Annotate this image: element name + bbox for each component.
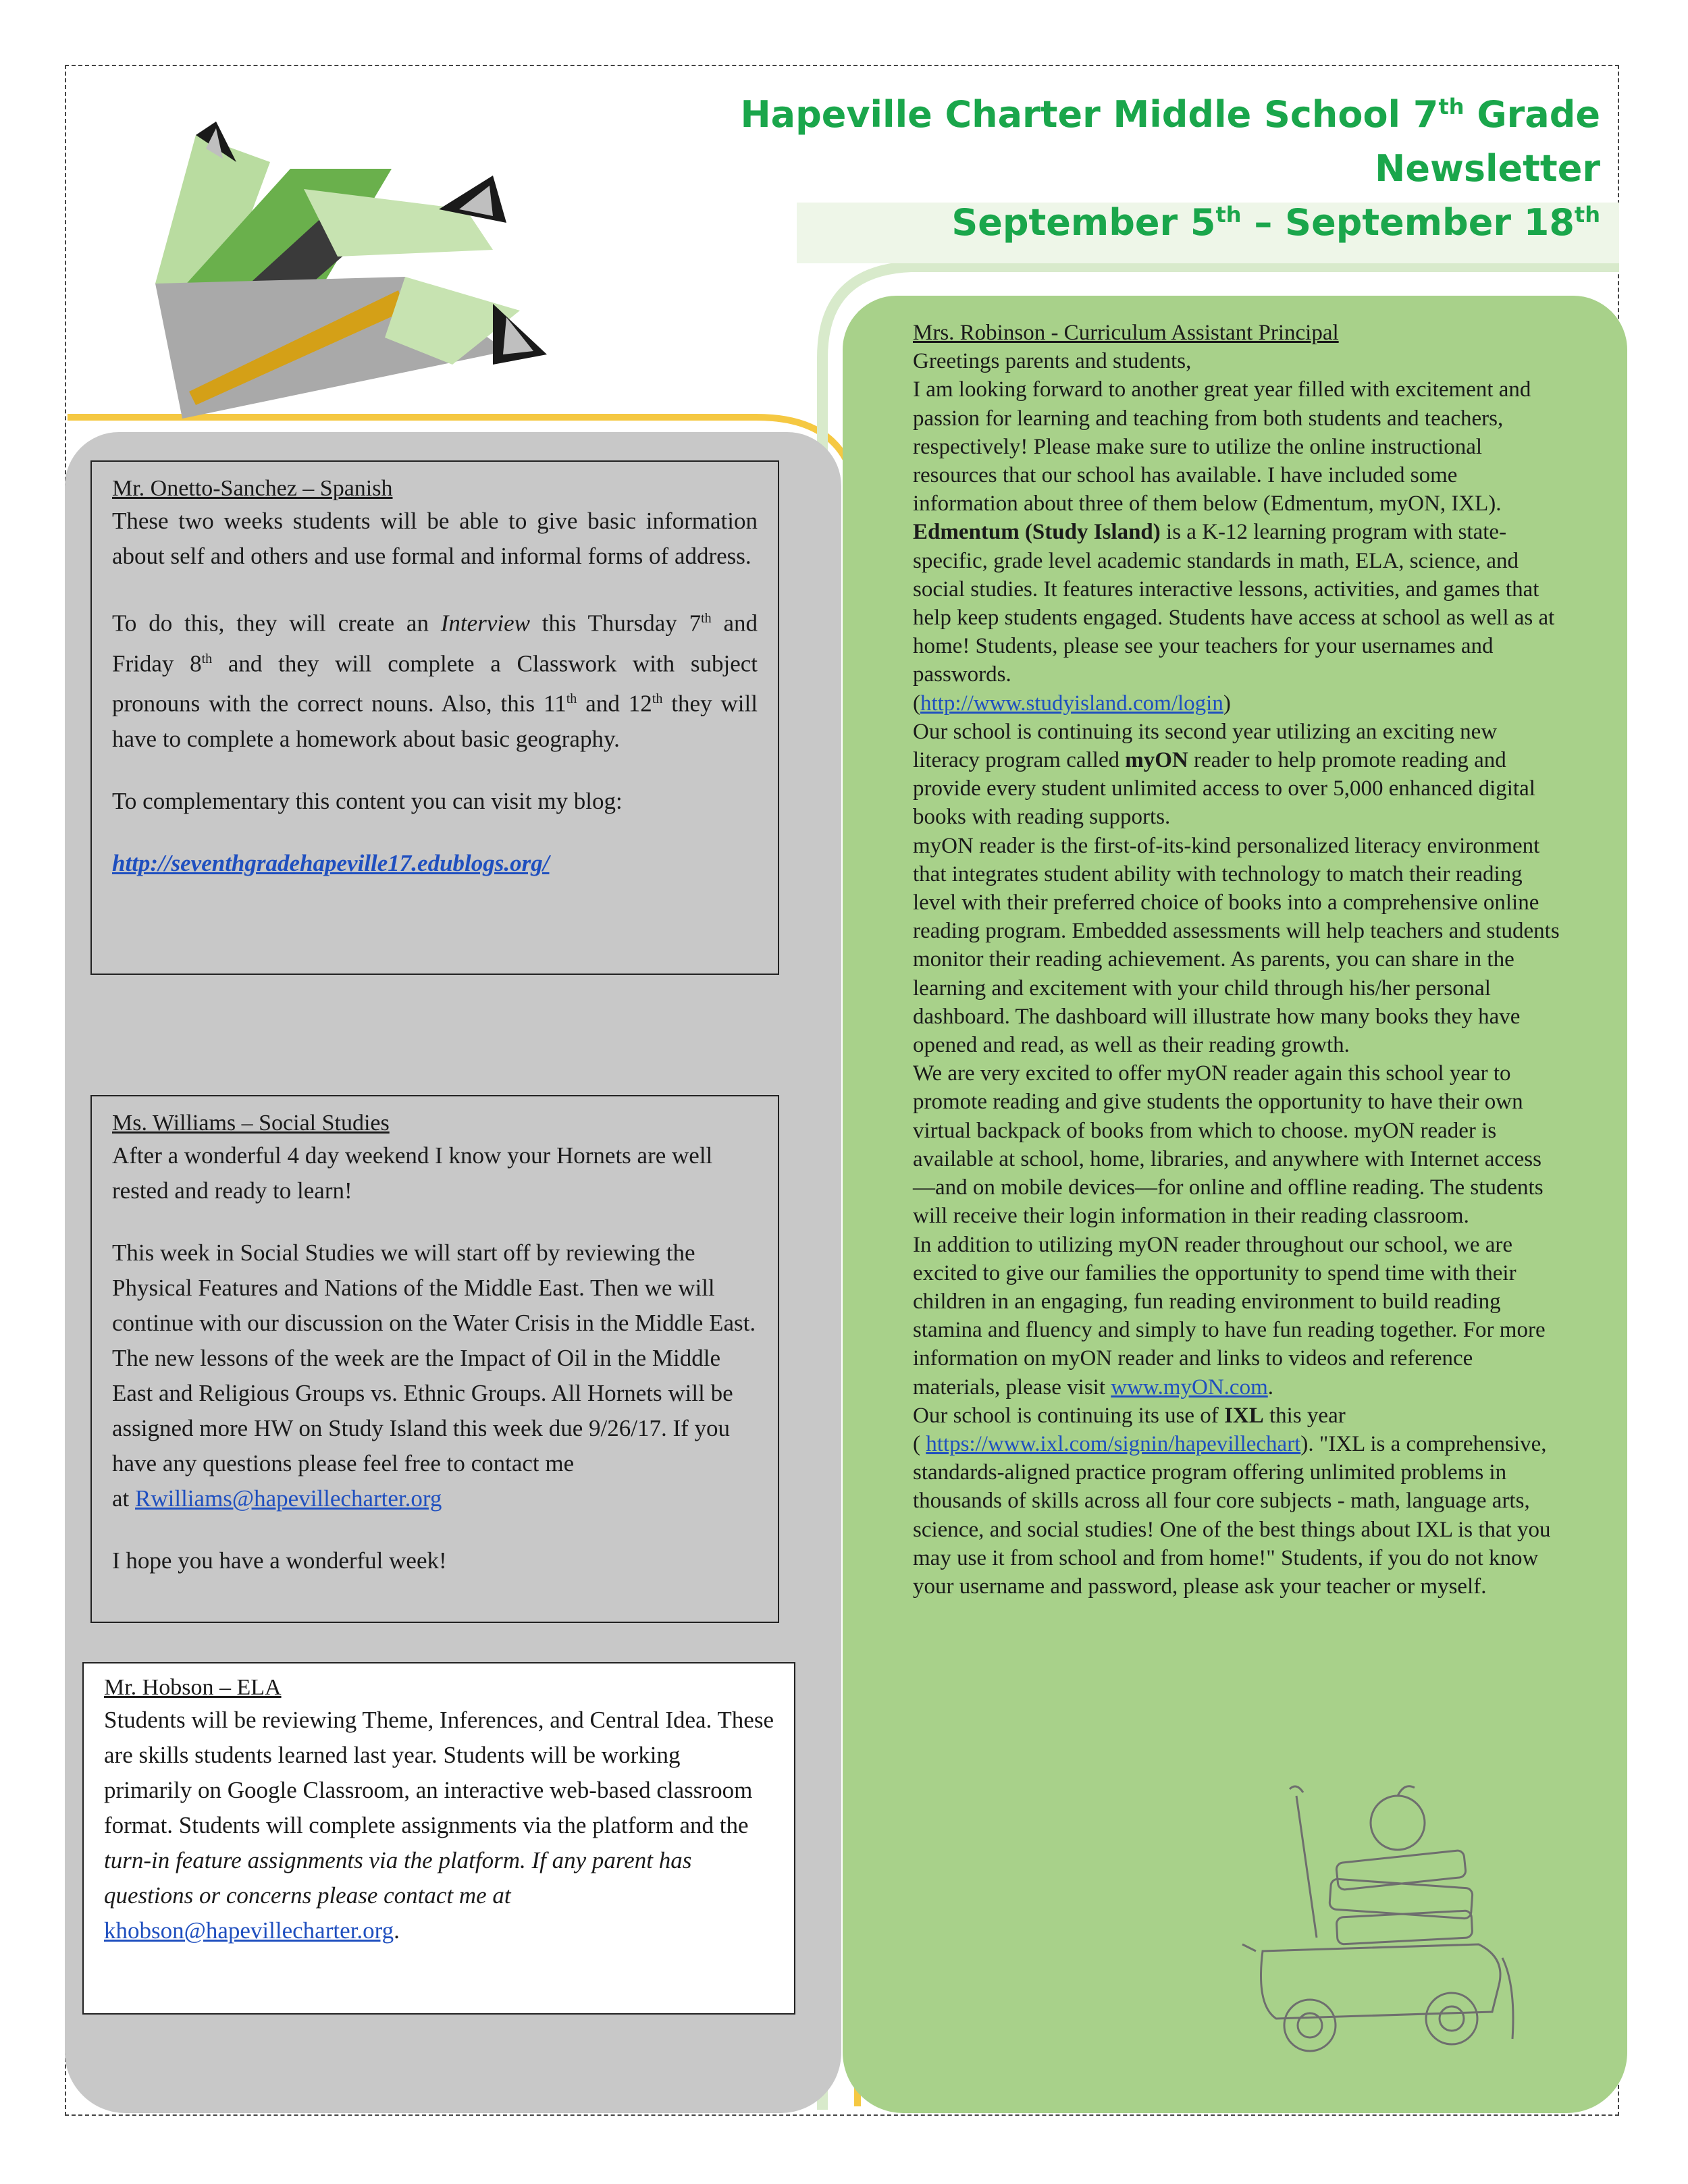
ela-section [82, 1662, 795, 2015]
social-paragraph-3: I hope you have a wonderful week! [112, 1547, 447, 1574]
ixl-paragraph: Our school is continuing its use of IXL this year ( https://www.ixl.com/signin/hapevillechart). "IXL is a comprehensive, standards-aligned practice program offering unlimited problems in thousands of skills across all four core subjects - math, language arts, science, and social studies! One of the best things about IXL is that you may use it from school and from home!" Students, if you do not know your username and password, please ask your teacher or myself. [913, 1403, 1551, 1599]
spanish-heading: Mr. Onetto-Sanchez – Spanish [112, 476, 393, 501]
spanish-paragraph-3: To complementary this content you can visit my blog: [112, 787, 623, 814]
studyisland-link[interactable]: http://www.studyisland.com/login [920, 691, 1223, 716]
ela-paragraph: Students will be reviewing Theme, Inferences, and Central Idea. These are skills students learned last year. Students will be working primarily on Google Classroom, an interactive web-based classroom format. Students will complete assignments via the platform and the turn-in feature assignments via the platform. If any parent has questions or concerns please contact me at khobson@hapevillecharter.org. [104, 1707, 774, 1944]
newsletter-title [655, 88, 1600, 250]
social-paragraph-1: After a wonderful 4 day weekend I know your Hornets are well rested and ready to learn! [112, 1142, 713, 1204]
ixl-link[interactable]: https://www.ixl.com/signin/hapevillechart [926, 1431, 1301, 1456]
edmentum-paragraph: Edmentum (Study Island) is a K-12 learning program with state-specific, grade level academic standards in math, ELA, science, and social studies. It features interactive lessons, activities, and games that help keep students engaged. Students have access at school as well as at home! Students, please see your teachers for your usernames and passwords. (http://www.studyisland.com/login) [913, 520, 1555, 716]
social-studies-section [90, 1095, 779, 1623]
social-heading: Ms. Williams – Social Studies [112, 1111, 390, 1136]
robinson-intro: I am looking forward to another great year filled with excitement and passion for learning and teaching from both students and teachers, respectively! Please make sure to utilize the online instructional resources that our school has available. I have included some information about three of them below (Edmentum, myON, IXL). [913, 377, 1531, 516]
williams-email-link[interactable]: Rwilliams@hapevillecharter.org [135, 1485, 442, 1512]
robinson-greeting: Greetings parents and students, [913, 349, 1192, 374]
blog-link[interactable]: http://seventhgradehapeville17.edublogs.org/ [112, 849, 550, 876]
myon-paragraph-2: myON reader is the first-of-its-kind personalized literacy environment that integrates student ability with technology to match their reading level with their preferred choice of books into a comprehensive online reading program. Embedded assessments will help teachers and students monitor their reading achievement. As parents, you can share in the learning and excitement with your child through his/her personal dashboard. The dashboard will illustrate how many books they have opened and read, as well as their reading growth. [913, 833, 1560, 1058]
myon-paragraph-1: Our school is continuing its second year utilizing an exciting new literacy program called myON reader to help promote reading and provide every student unlimited access to over 5,000 enhanced digital books with reading supports. [913, 719, 1535, 830]
title-line-school: Hapeville Charter Middle School 7th Grade [740, 93, 1600, 136]
ela-heading: Mr. Hobson – ELA [104, 1675, 282, 1700]
book-car-illustration [1236, 1782, 1519, 2066]
spanish-paragraph-1: These two weeks students will be able to give basic information about self and others and use formal and informal forms of address. [112, 508, 758, 569]
pencils-logo [115, 108, 554, 419]
social-paragraph-2: This week in Social Studies we will start off by reviewing the Physical Features and Nations of the Middle East. Then we will continue with our discussion on the Water Crisis in the Middle East. The new lessons of the week are the Impact of Oil in the Middle East and Religious Groups vs. Ethnic Groups. All Hornets will be assigned more HW on Study Island this week due 9/26/17. If you have any questions please feel free to contact me at Rwilliams@hapevillecharter.org [112, 1240, 756, 1512]
myon-paragraph-3: We are very excited to offer myON reader again this school year to promote reading and give students the opportunity to have their own virtual backpack of books from which to choose. myON reader is available at school, home, libraries, and anywhere with Internet access—and on mobile devices—for online and offline reading. The students will receive their login information in their reading classroom. [913, 1061, 1544, 1229]
myon-link[interactable]: www.myON.com [1111, 1375, 1268, 1400]
spanish-paragraph-2: To do this, they will create an Interview this Thursday 7th and Friday 8th and they will complete a Classwork with subject pronouns with the correct nouns. Also, this 11th and 12th they will have to complete a homework about basic geography. [112, 610, 758, 752]
spanish-section [90, 460, 779, 975]
robinson-heading: Mrs. Robinson - Curriculum Assistant Principal [913, 321, 1339, 345]
title-line-dates: September 5th – September 18th [951, 201, 1600, 244]
hobson-email-link[interactable]: khobson@hapevillecharter.org [104, 1917, 394, 1944]
myon-paragraph-4: In addition to utilizing myON reader throughout our school, we are excited to give our families the opportunity to spend time with their children in an engaging, fun reading environment to build reading stamina and fluency and simply to have fun reading together. For more information on myON reader and links to videos and reference materials, please visit www.myON.com. [913, 1232, 1546, 1400]
robinson-section [913, 319, 1561, 1601]
title-line-newsletter: Newsletter [1375, 147, 1600, 190]
